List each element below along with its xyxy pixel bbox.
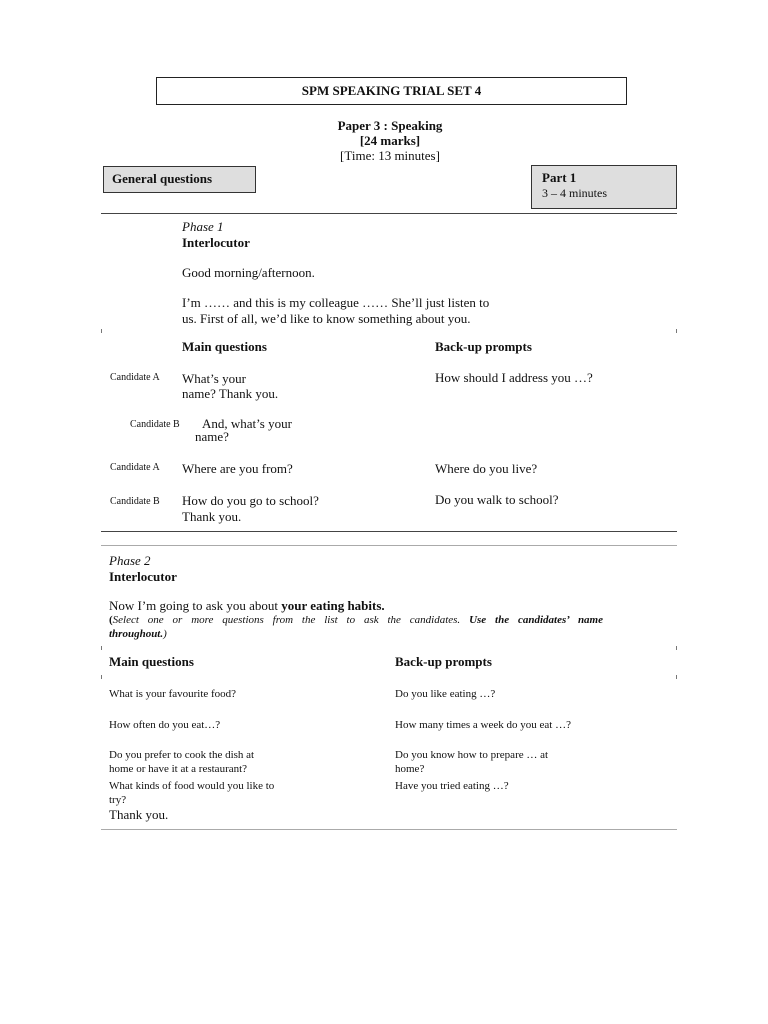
phase2-label: Phase 2 <box>109 553 151 568</box>
main-question: What kinds of food would you like to <box>109 780 275 792</box>
main-question: home or have it at a restaurant? <box>109 763 248 775</box>
backup-prompt: Do you know how to prepare … at <box>395 749 549 761</box>
backup-prompt: How should I address you …? <box>435 370 593 385</box>
main-question: try? <box>109 794 127 806</box>
divider-bottom <box>101 829 677 830</box>
phase2-intro-topic: your eating habits. <box>281 598 385 613</box>
instruction-text: Select one or more questions from the list to ask the candidates. <box>112 614 470 626</box>
page-title: SPM SPEAKING TRIAL SET 4 <box>301 83 482 98</box>
main-question: name? <box>195 429 229 444</box>
divider-top <box>101 213 677 214</box>
backup-prompt: Where do you live? <box>435 461 538 476</box>
phase2-instructions <box>109 613 603 627</box>
main-question: And, what’s your <box>202 416 292 431</box>
main-question: name? Thank you. <box>182 386 279 401</box>
cell-tick <box>101 329 102 333</box>
phase2-backup-header: Back-up prompts <box>395 654 492 669</box>
marks-label: [24 marks] <box>359 133 421 148</box>
paren-open: ( <box>109 614 113 626</box>
cell-tick <box>676 329 677 333</box>
phase2-thanks: Thank you. <box>109 807 169 822</box>
part-box <box>531 165 677 209</box>
cell-tick <box>676 646 677 650</box>
instruction-emphasis: Use the candidates’ name <box>469 614 603 626</box>
paper-label: Paper 3 : Speaking <box>337 118 443 133</box>
cell-tick <box>101 646 102 650</box>
phase1-intro-line2: us. First of all, we’d like to know something about you. <box>182 311 471 326</box>
phase1-greeting: Good morning/afternoon. <box>182 265 315 280</box>
main-question: Do you prefer to cook the dish at <box>109 749 255 761</box>
part-duration: 3 – 4 minutes <box>542 186 607 200</box>
instruction-emphasis-2: throughout. <box>109 628 164 640</box>
backup-prompt: Have you tried eating …? <box>395 780 509 792</box>
phase2-role: Interlocutor <box>109 569 177 584</box>
divider-phase1-end <box>101 531 677 532</box>
time-label: [Time: 13 minutes] <box>340 148 440 163</box>
divider-phase2-start <box>101 545 677 546</box>
phase1-main-header: Main questions <box>182 339 267 354</box>
general-questions-label: General questions <box>112 171 213 186</box>
main-question: What is your favourite food? <box>109 688 237 700</box>
candidate-label: Candidate B <box>130 419 180 430</box>
main-question: Where are you from? <box>182 461 293 476</box>
phase1-intro-line1: I’m …… and this is my colleague …… She’ll just listen to <box>182 295 490 310</box>
title-box <box>156 77 627 105</box>
paren-close: ) <box>163 628 167 640</box>
backup-prompt: Do you like eating …? <box>395 688 496 700</box>
general-questions-box <box>103 166 256 193</box>
backup-prompt: How many times a week do you eat …? <box>395 719 571 731</box>
phase1-backup-header: Back-up prompts <box>435 339 532 354</box>
main-question: What’s your <box>182 371 246 386</box>
main-question: How do you go to school? <box>182 493 319 508</box>
phase1-role: Interlocutor <box>182 235 250 250</box>
cell-tick <box>676 675 677 679</box>
phase2-intro-text: Now I’m going to ask you about <box>109 598 282 613</box>
phase2-main-header: Main questions <box>109 654 194 669</box>
cell-tick <box>101 675 102 679</box>
part-title: Part 1 <box>542 170 577 185</box>
candidate-label: Candidate A <box>110 372 160 383</box>
backup-prompt: home? <box>395 763 425 775</box>
main-question: Thank you. <box>182 509 242 524</box>
phase1-label: Phase 1 <box>182 219 224 234</box>
phase2-instructions-line2 <box>109 627 167 641</box>
backup-prompt: Do you walk to school? <box>435 492 559 507</box>
candidate-label: Candidate B <box>110 496 160 507</box>
phase2-intro <box>109 598 385 614</box>
candidate-label: Candidate A <box>110 462 160 473</box>
main-question: How often do you eat…? <box>109 719 221 731</box>
